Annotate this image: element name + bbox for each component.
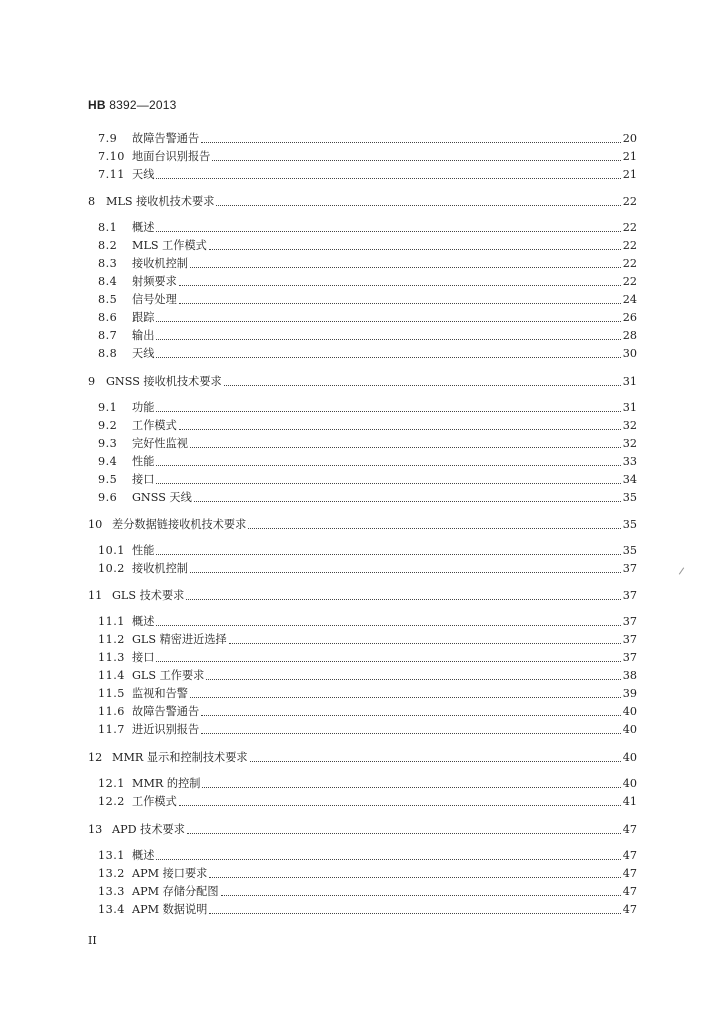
toc-entry-page: 22 <box>622 221 637 234</box>
toc-entry[interactable] <box>98 631 637 647</box>
dot-leader <box>186 599 620 600</box>
toc-entry-page: 47 <box>622 849 637 862</box>
toc-entry-page: 37 <box>622 562 637 575</box>
toc-entry-title: 概述 <box>132 849 155 862</box>
toc-entry-page: 35 <box>622 491 637 504</box>
toc-entry-number: 12.1 <box>98 777 125 790</box>
toc-entry-title: GNSS 天线 <box>132 491 192 504</box>
dot-leader <box>190 267 621 268</box>
toc-entry-number: 8.2 <box>98 239 118 252</box>
toc-entry-title: 天线 <box>132 347 155 360</box>
toc-entry[interactable] <box>98 273 637 289</box>
toc-entry-number: 10.2 <box>98 562 125 575</box>
toc-entry-number: 8.5 <box>98 293 118 306</box>
toc-entry-page: 24 <box>622 293 637 306</box>
toc-entry-number: 11.4 <box>98 669 125 682</box>
toc-entry[interactable] <box>98 542 637 558</box>
toc-entry[interactable] <box>98 417 637 433</box>
toc-entry[interactable] <box>98 721 637 737</box>
toc-entry-page: 40 <box>622 723 637 736</box>
toc-entry-title: 概述 <box>132 221 155 234</box>
toc-entry[interactable] <box>98 166 637 182</box>
toc-entry-title: 接收机控制 <box>132 562 188 575</box>
toc-entry-number: 13.3 <box>98 885 125 898</box>
toc-entry-page: 35 <box>622 544 637 557</box>
toc-entry-page: 33 <box>622 455 637 468</box>
toc-entry[interactable] <box>98 865 637 881</box>
toc-entry-title: 输出 <box>132 329 155 342</box>
toc-entry[interactable] <box>98 649 637 665</box>
dot-leader <box>229 643 621 644</box>
dot-leader <box>190 447 621 448</box>
dot-leader <box>156 483 620 484</box>
toc-entry[interactable] <box>98 489 637 505</box>
toc-entry-page: 22 <box>622 257 637 270</box>
toc-entry-page: 32 <box>622 419 637 432</box>
dot-leader <box>190 697 621 698</box>
dot-leader <box>156 554 620 555</box>
toc-entry-page: 32 <box>622 437 637 450</box>
toc-entry-title: 功能 <box>132 401 155 414</box>
toc-entry-title: 差分数据链接收机技术要求 <box>112 518 247 531</box>
toc-entry-number: 11.2 <box>98 633 125 646</box>
toc-entry-number: 9.3 <box>98 437 118 450</box>
toc-entry-page: 37 <box>622 589 637 602</box>
toc-entry-number: 7.11 <box>98 168 125 181</box>
toc-entry-page: 47 <box>622 885 637 898</box>
dot-leader <box>156 231 620 232</box>
dot-leader <box>212 160 620 161</box>
dot-leader <box>250 761 621 762</box>
toc-entry[interactable] <box>98 345 637 361</box>
toc-entry-page: 34 <box>622 473 637 486</box>
toc-entry-number: 9.4 <box>98 455 118 468</box>
toc-entry-page: 37 <box>622 615 637 628</box>
toc-entry-title: 完好性监视 <box>132 437 188 450</box>
toc-entry-title: 接收机控制 <box>132 257 188 270</box>
toc-entry-title: GLS 工作要求 <box>132 669 205 682</box>
toc-entry[interactable] <box>98 453 637 469</box>
toc-entry-title: 工作模式 <box>132 419 177 432</box>
toc-entry-number: 9.6 <box>98 491 118 504</box>
toc-entry-number: 10.1 <box>98 544 125 557</box>
toc-entry-number: 7.9 <box>98 132 118 145</box>
toc-entry-page: 37 <box>622 651 637 664</box>
toc-entry-number: 7.10 <box>98 150 125 163</box>
toc-entry-number: 8.3 <box>98 257 118 270</box>
toc-entry-title: APM 存储分配图 <box>132 885 219 898</box>
dot-leader <box>248 528 620 529</box>
dot-leader <box>179 303 621 304</box>
toc-entry[interactable] <box>98 399 637 415</box>
toc-entry[interactable] <box>98 309 637 325</box>
toc-entry-page: 47 <box>622 867 637 880</box>
toc-entry-number: 12 <box>88 751 103 764</box>
toc-entry-number: 13.4 <box>98 903 125 916</box>
dot-leader <box>224 385 621 386</box>
toc-entry-page: 39 <box>622 687 637 700</box>
toc-entry-number: 11.3 <box>98 651 125 664</box>
toc-entry[interactable] <box>98 130 637 146</box>
dot-leader <box>221 895 621 896</box>
toc-entry[interactable] <box>98 255 637 271</box>
toc-entry-page: 26 <box>622 311 637 324</box>
toc-entry-page: 47 <box>622 823 637 836</box>
dot-leader <box>209 913 620 914</box>
toc-entry[interactable] <box>98 435 637 451</box>
toc-entry-page: 22 <box>622 275 637 288</box>
toc-entry-title: 进近识别报告 <box>132 723 200 736</box>
toc-entry-page: 35 <box>622 518 637 531</box>
toc-entry-page: 30 <box>622 347 637 360</box>
dot-leader <box>206 679 620 680</box>
toc-entry-number: 8.7 <box>98 329 118 342</box>
dot-leader <box>179 429 621 430</box>
toc-entry-title: 信号处理 <box>132 293 177 306</box>
toc-entry-title: GLS 精密进近选择 <box>132 633 227 646</box>
toc-entry-title: APM 接口要求 <box>132 867 208 880</box>
toc-entry-page: 21 <box>622 150 637 163</box>
toc-entry[interactable] <box>98 793 637 809</box>
dot-leader <box>179 805 621 806</box>
toc-entry-page: 31 <box>622 375 637 388</box>
toc-entry-number: 8.1 <box>98 221 118 234</box>
dot-leader <box>201 715 621 716</box>
toc-entry[interactable] <box>98 847 637 863</box>
dot-leader <box>156 859 620 860</box>
toc-entry-title: GNSS 接收机技术要求 <box>106 375 222 388</box>
standard-number: 8392—2013 <box>109 98 177 112</box>
toc-entry[interactable] <box>98 901 637 917</box>
dot-leader <box>201 733 621 734</box>
toc-entry[interactable] <box>88 516 637 532</box>
toc-entry-number: 13.2 <box>98 867 125 880</box>
toc-entry-title: 故障告警通告 <box>132 132 200 145</box>
toc-entry-number: 13 <box>88 823 103 836</box>
toc-entry[interactable] <box>88 373 637 389</box>
toc-entry[interactable] <box>88 749 637 765</box>
toc-entry-title: 故障告警通告 <box>132 705 200 718</box>
toc-entry-page: 40 <box>622 705 637 718</box>
toc-entry-number: 9.2 <box>98 419 118 432</box>
toc-entry-page: 31 <box>622 401 637 414</box>
toc-entry-title: APD 技术要求 <box>112 823 185 836</box>
toc-entry-number: 8.6 <box>98 311 118 324</box>
toc-entry-title: 性能 <box>132 455 155 468</box>
toc-entry-number: 9 <box>88 375 96 388</box>
toc-entry[interactable] <box>88 587 637 603</box>
toc-entry-number: 11.7 <box>98 723 125 736</box>
dot-leader <box>156 178 620 179</box>
toc-entry-page: 21 <box>622 168 637 181</box>
toc-entry-title: 跟踪 <box>132 311 155 324</box>
standard-code: HB <box>88 98 106 112</box>
toc-entry-number: 8.4 <box>98 275 118 288</box>
toc-entry-number: 12.2 <box>98 795 125 808</box>
toc-entry-number: 8 <box>88 195 96 208</box>
toc-entry[interactable] <box>98 560 637 576</box>
toc-entry-page: 40 <box>622 777 637 790</box>
toc-entry-page: 47 <box>622 903 637 916</box>
toc-entry-page: 41 <box>622 795 637 808</box>
toc-entry-title: 监视和告警 <box>132 687 188 700</box>
toc-entry-page: 22 <box>622 239 637 252</box>
toc-entry[interactable] <box>98 237 637 253</box>
dot-leader <box>156 661 620 662</box>
toc-entry-page: 40 <box>622 751 637 764</box>
page-number: II <box>88 934 97 947</box>
toc-entry-number: 13.1 <box>98 849 125 862</box>
dot-leader <box>156 357 620 358</box>
dot-leader <box>209 877 620 878</box>
toc-entry[interactable] <box>98 471 637 487</box>
toc-entry[interactable] <box>98 291 637 307</box>
toc-entry[interactable] <box>98 219 637 235</box>
dot-leader <box>156 411 620 412</box>
toc-entry[interactable] <box>98 327 637 343</box>
dot-leader <box>179 285 621 286</box>
toc-entry-title: 射频要求 <box>132 275 177 288</box>
toc-entry-title: 概述 <box>132 615 155 628</box>
dot-leader <box>187 833 621 834</box>
toc-entry-title: MMR 的控制 <box>132 777 201 790</box>
toc-entry-number: 11.1 <box>98 615 125 628</box>
toc-entry-title: 工作模式 <box>132 795 177 808</box>
toc-entry-page: 38 <box>622 669 637 682</box>
toc-entry-title: 地面台识别报告 <box>132 150 211 163</box>
toc-entry[interactable] <box>98 667 637 683</box>
toc-entry-page: 28 <box>622 329 637 342</box>
toc-entry-title: MLS 接收机技术要求 <box>106 195 215 208</box>
toc-entry-title: APM 数据说明 <box>132 903 208 916</box>
toc-entry-number: 11.5 <box>98 687 125 700</box>
dot-leader <box>201 142 621 143</box>
toc-entry[interactable] <box>88 821 637 837</box>
toc-entry[interactable] <box>98 883 637 899</box>
toc-entry[interactable] <box>98 703 637 719</box>
toc-entry[interactable] <box>98 685 637 701</box>
toc-entry-number: 9.5 <box>98 473 118 486</box>
dot-leader <box>190 572 621 573</box>
toc-entry-title: 性能 <box>132 544 155 557</box>
toc-entry-page: 22 <box>622 195 637 208</box>
toc-entry-number: 10 <box>88 518 103 531</box>
toc-entry-page: 20 <box>622 132 637 145</box>
toc-entry[interactable] <box>98 775 637 791</box>
dot-leader <box>194 501 621 502</box>
toc-entry-title: MMR 显示和控制技术要求 <box>112 751 248 764</box>
toc-entry-title: GLS 技术要求 <box>112 589 185 602</box>
dot-leader <box>202 787 620 788</box>
toc-entry-title: 接口 <box>132 651 155 664</box>
dot-leader <box>216 205 620 206</box>
toc-entry-title: MLS 工作模式 <box>132 239 207 252</box>
toc-entry-number: 8.8 <box>98 347 118 360</box>
toc-entry[interactable] <box>98 613 637 629</box>
toc-entry-number: 11 <box>88 589 103 602</box>
toc-entry[interactable] <box>88 193 637 209</box>
dot-leader <box>209 249 621 250</box>
dot-leader <box>156 625 620 626</box>
toc-entry-number: 9.1 <box>98 401 118 414</box>
toc-entry-number: 11.6 <box>98 705 125 718</box>
dot-leader <box>156 339 620 340</box>
dot-leader <box>156 321 620 322</box>
toc-entry-title: 天线 <box>132 168 155 181</box>
dot-leader <box>156 465 620 466</box>
toc-entry-title: 接口 <box>132 473 155 486</box>
toc-entry[interactable] <box>98 148 637 164</box>
toc-entry-page: 37 <box>622 633 637 646</box>
